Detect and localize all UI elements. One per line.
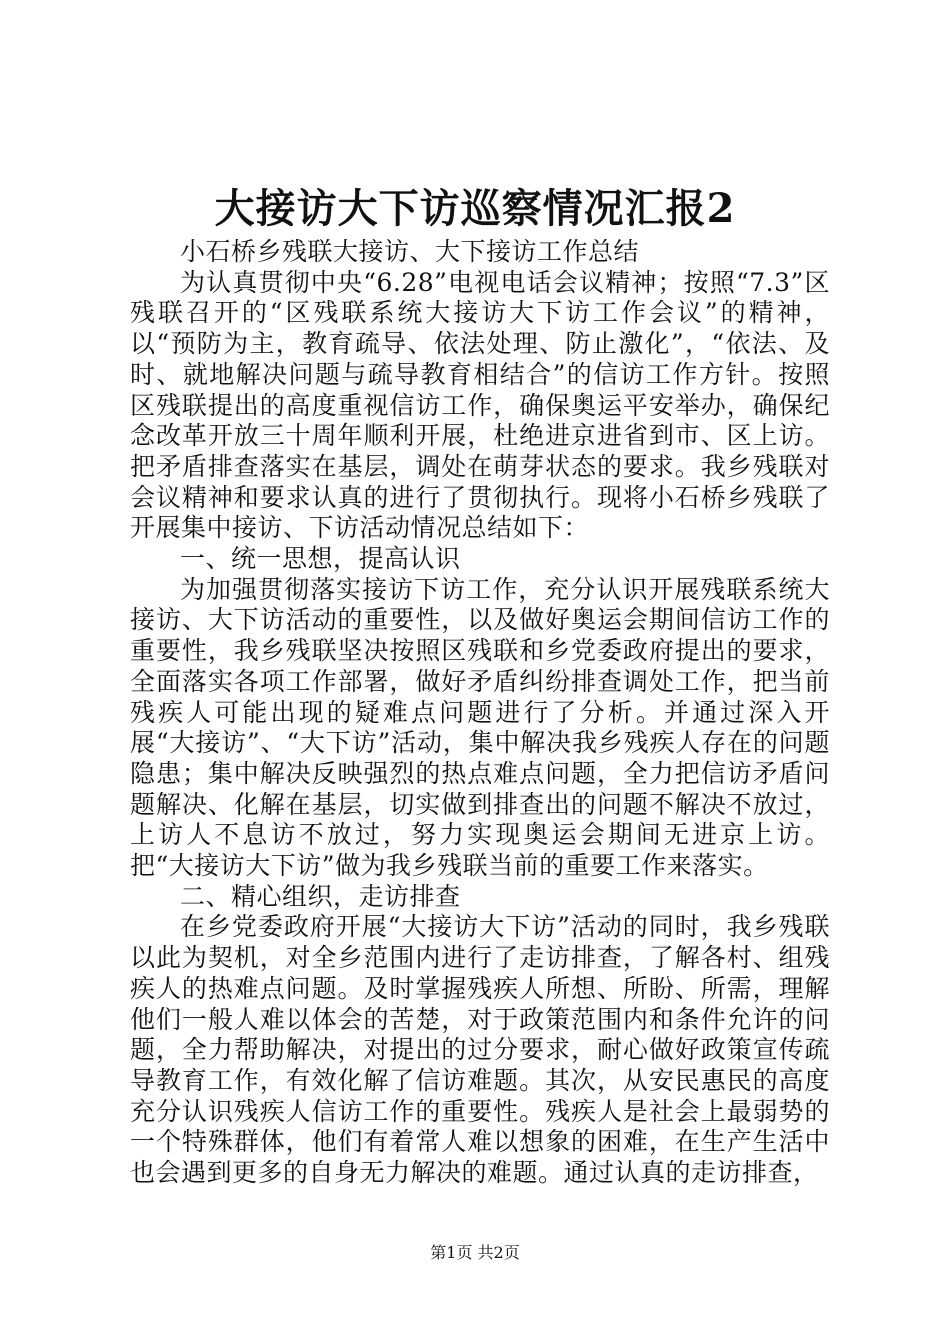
page-number-footer: 第1页 共2页 <box>430 1243 520 1262</box>
section-heading-1: 一、统一思想，提高认识 <box>180 544 461 574</box>
section-body-1: 为加强贯彻落实接访下访工作，充分认识开展残联系统大接访、大下访活动的重要性，以及做好奥运会期间信访工作的重要性，我乡残联坚决按照区残联和乡党委政府提出的要求，全面落实各项工作部署，做好矛盾纠纷排查调处工作，把当前残疾人可能出现的疑难点问题进行了分析。并通过深入开展“大接访”、“大下访”活动，集中解决我乡残疾人存在的问题隐患；集中解决反映强烈的热点难点问题，全力把信访矛盾问题解决、化解在基层，切实做到排查出的问题不解决不放过，上访人不息访不放过，努力实现奥运会期间无进京上访。把“大接访大下访”做为我乡残联当前的重要工作来落实。 <box>130 574 830 881</box>
section-heading-2: 二、精心组织，走访排查 <box>180 881 461 911</box>
document-body <box>130 237 830 1189</box>
document-subtitle: 小石桥乡残联大接访、大下接访工作总结 <box>180 237 640 266</box>
section-body-2: 在乡党委政府开展“大接访大下访”活动的同时，我乡残联以此为契机，对全乡范围内进行了走访排查，了解各村、组残疾人的热难点问题。及时掌握残疾人所想、所盼、所需，理解他们一般人难以体会的苦楚，对于政策范围内和条件允许的问题，全力帮助解决，对提出的过分要求，耐心做好政策宣传疏导教育工作，有效化解了信访难题。其次，从安民惠民的高度充分认识残疾人信访工作的重要性。残疾人是社会上最弱势的一个特殊群体，他们有着常人难以想象的困难，在生产生活中也会遇到更多的自身无力解决的难题。通过认真的走访排查， <box>130 912 830 1188</box>
intro-paragraph: 为认真贯彻中央“6.28”电视电话会议精神；按照“7.3”区残联召开的“区残联系统大接访大下访工作会议”的精神，以“预防为主，教育疏导、依法处理、防止激化”，“依法、及时、就地解决问题与疏导教育相结合”的信访工作方针。按照区残联提出的高度重视信访工作，确保奥运平安举办，确保纪念改革开放三十周年顺利开展，杜绝进京进省到市、区上访。把矛盾排查落实在基层，调处在萌芽状态的要求。我乡残联对会议精神和要求认真的进行了贯彻执行。现将小石桥乡残联了开展集中接访、下访活动情况总结如下： <box>130 267 830 543</box>
document-title: 大接访大下访巡察情况汇报2 <box>214 185 736 232</box>
